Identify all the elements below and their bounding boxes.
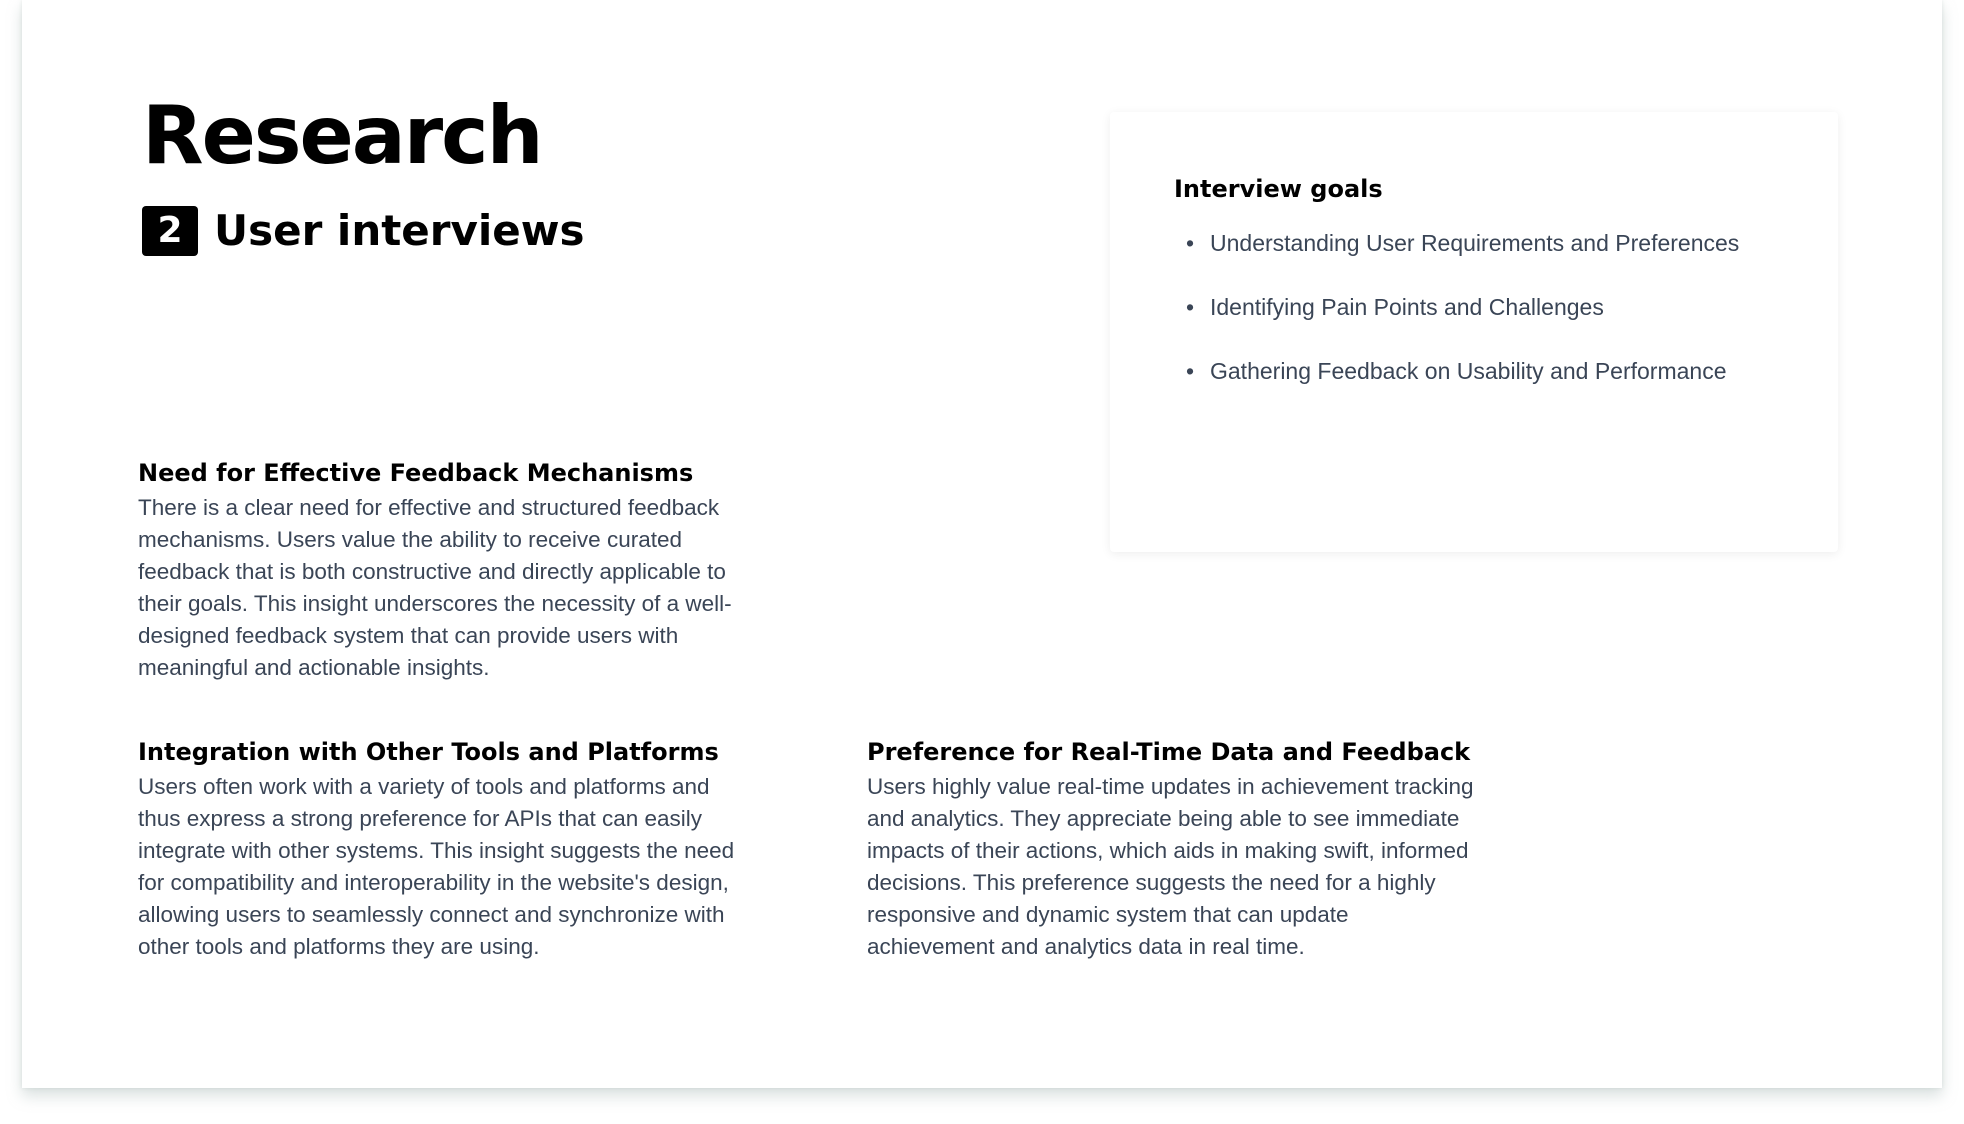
insight-heading: Integration with Other Tools and Platforms: [138, 738, 719, 766]
insight-heading: Need for Effective Feedback Mechanisms: [138, 459, 694, 487]
insight-body: Users often work with a variety of tools and platforms and thus express a strong preference for APIs that can easily integrate with other systems. This insight suggests the need for compatibility and interoperability in the website's design, allowing users to seamlessly connect and synchronize with other tools and platforms they are using.: [138, 774, 735, 959]
bullet-icon: •: [1186, 230, 1195, 256]
goal-item-label: Understanding User Requirements and Preferences: [1210, 230, 1740, 256]
section-subtitle: [142, 206, 585, 256]
page-title: Research: [142, 89, 542, 182]
goal-item: [1174, 354, 1739, 418]
interview-goals-card: [1110, 112, 1838, 552]
insight-tool-integration: [138, 735, 748, 963]
insight-real-time-data: [867, 735, 1477, 963]
insight-body: Users highly value real-time updates in achievement tracking and analytics. They appreciate being able to see immediate impacts of their actions, which aids in making swift, informed decisions. This preference suggests the need for a highly responsive and dynamic system that can update achievement and analytics data in real time.: [867, 774, 1474, 959]
goal-item-label: Gathering Feedback on Usability and Performance: [1210, 358, 1727, 384]
interview-goals-heading: Interview goals: [1174, 175, 1383, 203]
goal-item: [1174, 226, 1739, 290]
goal-item-label: Identifying Pain Points and Challenges: [1210, 294, 1604, 320]
slide: [22, 0, 1942, 1088]
insight-feedback-mechanisms: [138, 456, 748, 684]
interview-goals-list: [1174, 226, 1739, 418]
section-subtitle-text: User interviews: [214, 206, 585, 255]
goal-item: [1174, 290, 1739, 354]
bullet-icon: •: [1186, 358, 1195, 384]
insight-body: There is a clear need for effective and structured feedback mechanisms. Users value the ability to receive curated feedback that is both constructive and directly applicable to their goals. This insight underscores the necessity of a well-designed feedback system that can provide users with meaningful and actionable insights.: [138, 495, 732, 680]
insight-heading: Preference for Real-Time Data and Feedback: [867, 738, 1471, 766]
step-number-badge: 2: [142, 206, 198, 256]
bullet-icon: •: [1186, 294, 1195, 320]
